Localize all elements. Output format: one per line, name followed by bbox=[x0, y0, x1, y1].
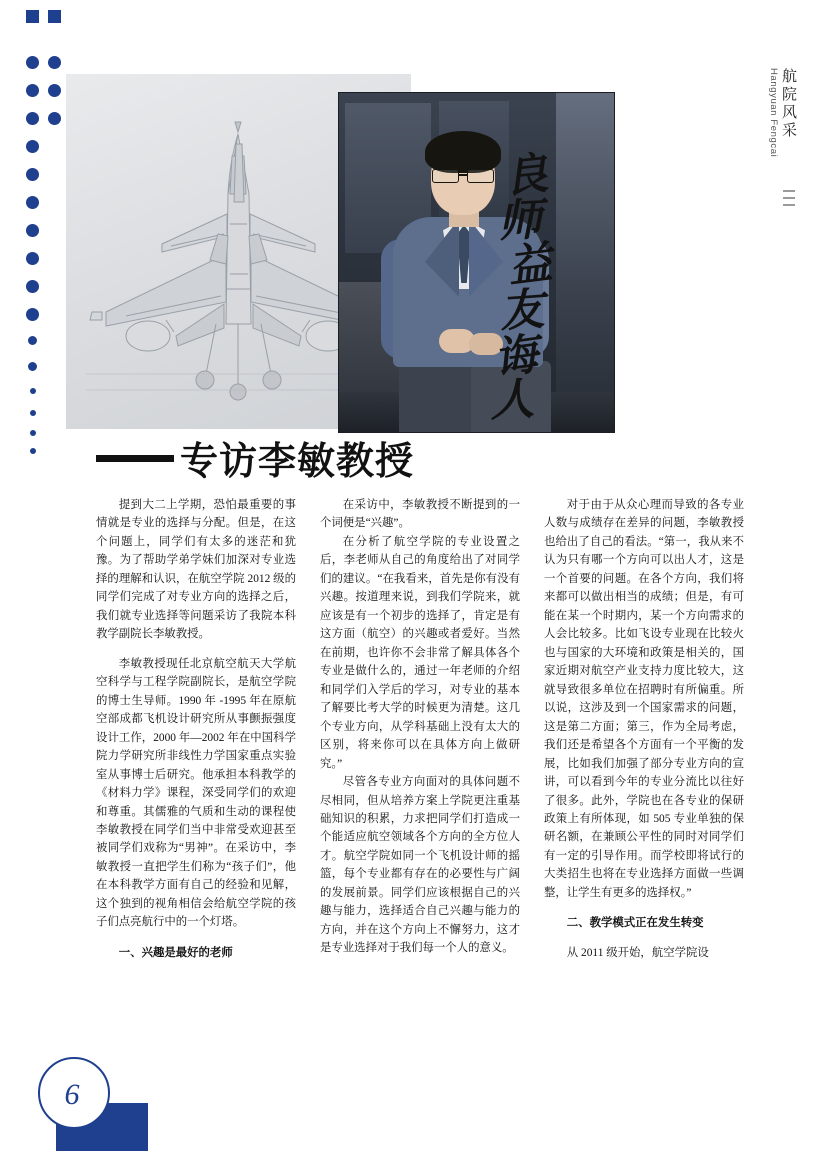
calligraphy-char: 人 bbox=[488, 373, 536, 428]
paragraph: 在分析了航空学院的专业设置之后，李老师从自己的角度给出了对同学们的建议。“在我看来，首先是你有没有兴趣。按道理来说，到我们学院来，就应该是有一个初步的选择了，肯定是有这方面（航空）的兴趣或者爱好。当然在前期，也许你不会非常了解具体各个专业是做什么的，通过一年老师的介绍和同学们入学后的学习，对专业的基本了解要比考大学的时候更为清楚。这几个专业方向，从学科基础上没有太大的区别，将来你可以在具体方向上做研究。” bbox=[320, 535, 520, 770]
subheading: 一、兴趣是最好的老师 bbox=[118, 946, 233, 959]
article-column-1 bbox=[96, 496, 296, 1076]
subheading: 二、教学模式正在发生转变 bbox=[566, 917, 704, 930]
calligraphy-char: 良 bbox=[501, 147, 551, 204]
section-label-pinyin: Hangyuan Fengcai bbox=[768, 68, 779, 158]
section-label-cn: 航院风采 bbox=[780, 68, 797, 140]
calligraphy-char: 诲 bbox=[490, 328, 542, 385]
calligraphy-char: 师 bbox=[496, 194, 544, 248]
section-label bbox=[761, 68, 799, 218]
article-column-3 bbox=[544, 496, 744, 1076]
hero-section bbox=[66, 74, 756, 429]
paragraph: 从 2011 级开始，航空学院设 bbox=[566, 946, 709, 959]
paragraph: 在采访中，李敏教授不断提到的一个词便是“兴趣”。 bbox=[320, 499, 520, 530]
article-column-2 bbox=[320, 496, 520, 1076]
page-number bbox=[38, 1061, 158, 1151]
paragraph: 对于由于从众心理而导致的各专业人数与成绩存在差异的问题，李敏教授也给出了自己的看法。“第一，我从来不认为只有哪一个方向可以出人才，这是一个首要的问题。在各个方向，我们将来都可以做出相当的成绩；但是，有可能在某一个时期内，某一个方向需求的人会比较多。比如飞设专业现在比较火也与国家的大环境和政策是相关的，国家近期对航空产业支持力度比较大，这就导致很多单位在招聘时有所偏重。所以说，这涉及到一个国家需求的问题，这是第二方面；第三，作为全局考虑，我们还是希望各个方面有一个平衡的发展，比如我们加强了部分专业方向的宣讲，可以看到今年的专业分流比以往好了很多。此外，学院也在各专业的保研政策上有所体现，如 505 专业单独的保研名额，在兼顾公平性的同时对同学们有一定的引导作用。而学校即将试行的大类招生也将在专业选择方面做一些调整，让学生有更多的选择权。” bbox=[544, 499, 744, 899]
page-title: 专访李敏教授 bbox=[180, 441, 415, 483]
paragraph: 提到大二上学期，恐怕最重要的事情就是专业的选择与分配。但是，在这个问题上，同学们有太多的迷茫和犹豫。为了帮助学弟学妹们加深对专业选择的理解和认识，在航空学院 2012 级的同学们完成了对专业方向的选择之后，我们就专业选择等问题采访了我院本科教学副院长李敏教授。 bbox=[96, 499, 296, 641]
headline-dash bbox=[96, 455, 174, 462]
headline-block bbox=[96, 434, 716, 483]
calligraphy-char: 益 bbox=[504, 236, 555, 293]
paragraph: 尽管各专业方向面对的具体问题不尽相同，但从培养方案上学院更注重基础知识的积累，力求把同学们打造成一个能适应航空领域各个方向的全方位人才。航空学院如同一个飞机设计师的摇篮，每个专业都有存在的必要性与广阔的发展前景。同学们应该根据自己的兴趣与能力，选择适合自己兴趣与能力的方向，并在这个方向上不懈努力，这才是专业选择对于我们每一个人的意义。 bbox=[320, 776, 520, 955]
label-rule-lines bbox=[783, 190, 795, 211]
decorative-dot-column bbox=[22, 10, 62, 480]
paragraph: 李敏教授现任北京航空航天大学航空科学与工程学院副院长，是航空学院的博士生导师。1990 年 -1995 年在原航空部成都飞机设计研究所从事颤振强度设计工作，2000 年—2002 年在中国科学院力学研究所非线性力学国家重点实验室从事博士后研究。他承担本科教学的《材料力学》课程，深受同学们的欢迎和尊重。其儒雅的气质和生动的课程使李敏教授在同学们当中非常受欢迎甚至被同学们戏称为“男神”。在采访中，李敏教授一直把学生们称为“孩子们”，他在本科教学方面有自己的经验和见解，这个独到的视角相信会给航空学院的孩子们点亮航行中的一个灯塔。 bbox=[96, 657, 296, 929]
page-number-value: 6 bbox=[64, 1078, 80, 1111]
calligraphy-char: 友 bbox=[498, 283, 546, 338]
article-body bbox=[96, 496, 746, 1076]
